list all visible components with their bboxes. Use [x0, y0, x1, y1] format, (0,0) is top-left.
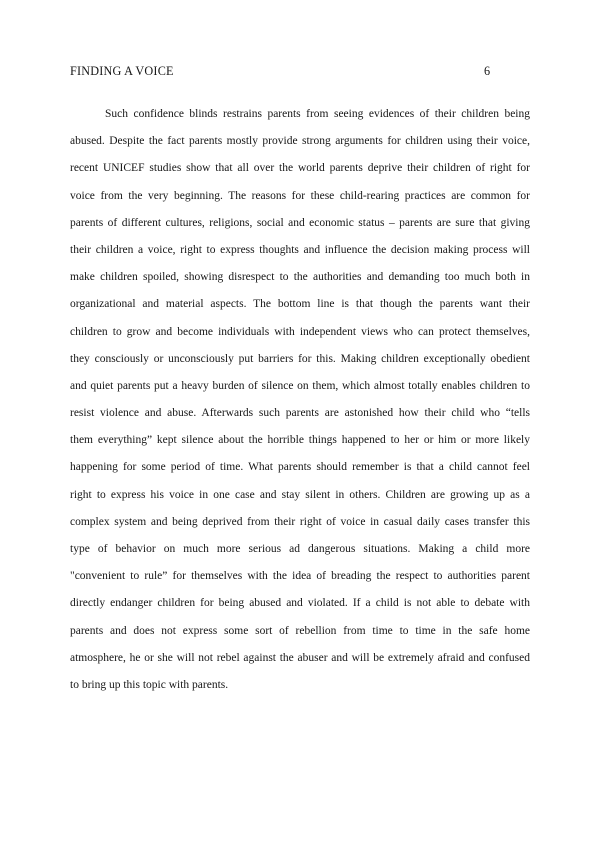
paragraph-line: them everything” kept silence about the horrible things happened to her or him or more likely — [70, 434, 530, 447]
paragraph-line: complex system and being deprived from their right of voice in casual daily cases transfer this — [70, 515, 530, 528]
paragraph-line: right to express his voice in one case and stay silent in others. Children are growing up as a — [70, 488, 530, 501]
paragraph-line: type of behavior on much more serious ad dangerous situations. Making a child more — [70, 543, 530, 555]
running-head: FINDING A VOICE — [70, 64, 174, 78]
paragraph-line: and quiet parents put a heavy burden of silence on them, which almost totally enables children to — [70, 379, 530, 392]
paragraph-line: abused. Despite the fact parents mostly provide strong arguments for children using their voice, — [70, 135, 530, 148]
paragraph-line: to bring up this topic with parents. — [70, 678, 229, 691]
body-paragraph — [70, 101, 530, 699]
paragraph-line: atmosphere, he or she will not rebel against the abuser and will be extremely afraid and confused — [70, 651, 530, 664]
paragraph-line: voice from the very beginning. The reasons for these child-rearing practices are common for — [70, 189, 530, 202]
paragraph-line: Such confidence blinds restrains parents from seeing evidences of their children being — [105, 108, 530, 120]
page-number: 6 — [484, 64, 491, 78]
paragraph-line: recent UNICEF studies show that all over the world parents deprive their children of right for — [70, 162, 530, 175]
paragraph-line: "convenient to rule” for themselves with the idea of breading the respect to authorities parent — [70, 570, 530, 583]
paragraph-line: directly endanger children for being abused and violated. If a child is not able to debate with — [70, 597, 530, 610]
paragraph-line: parents of different cultures, religions, social and economic status – parents are sure that giving — [70, 216, 530, 229]
paragraph-line: resist violence and abuse. Afterwards such parents are astonished how their child who “tells — [70, 407, 530, 420]
page-header — [70, 64, 530, 82]
paragraph-line: their children a voice, right to express thoughts and influence the decision making process will — [70, 243, 530, 256]
paragraph-line: children to grow and become individuals with independent views who can protect themselves, — [70, 325, 530, 338]
paragraph-line: happening for some period of time. What parents should remember is that a child cannot feel — [70, 461, 530, 474]
paragraph-line: they consciously or unconsciously put barriers for this. Making children exceptionally obedient — [70, 352, 530, 365]
paragraph-line: make children spoiled, showing disrespect to the authorities and demanding too much both in — [70, 271, 530, 284]
paragraph-line: parents and does not express some sort of rebellion from time to time in the safe home — [70, 624, 530, 637]
paragraph-line: organizational and material aspects. The bottom line is that though the parents want their — [70, 298, 530, 311]
